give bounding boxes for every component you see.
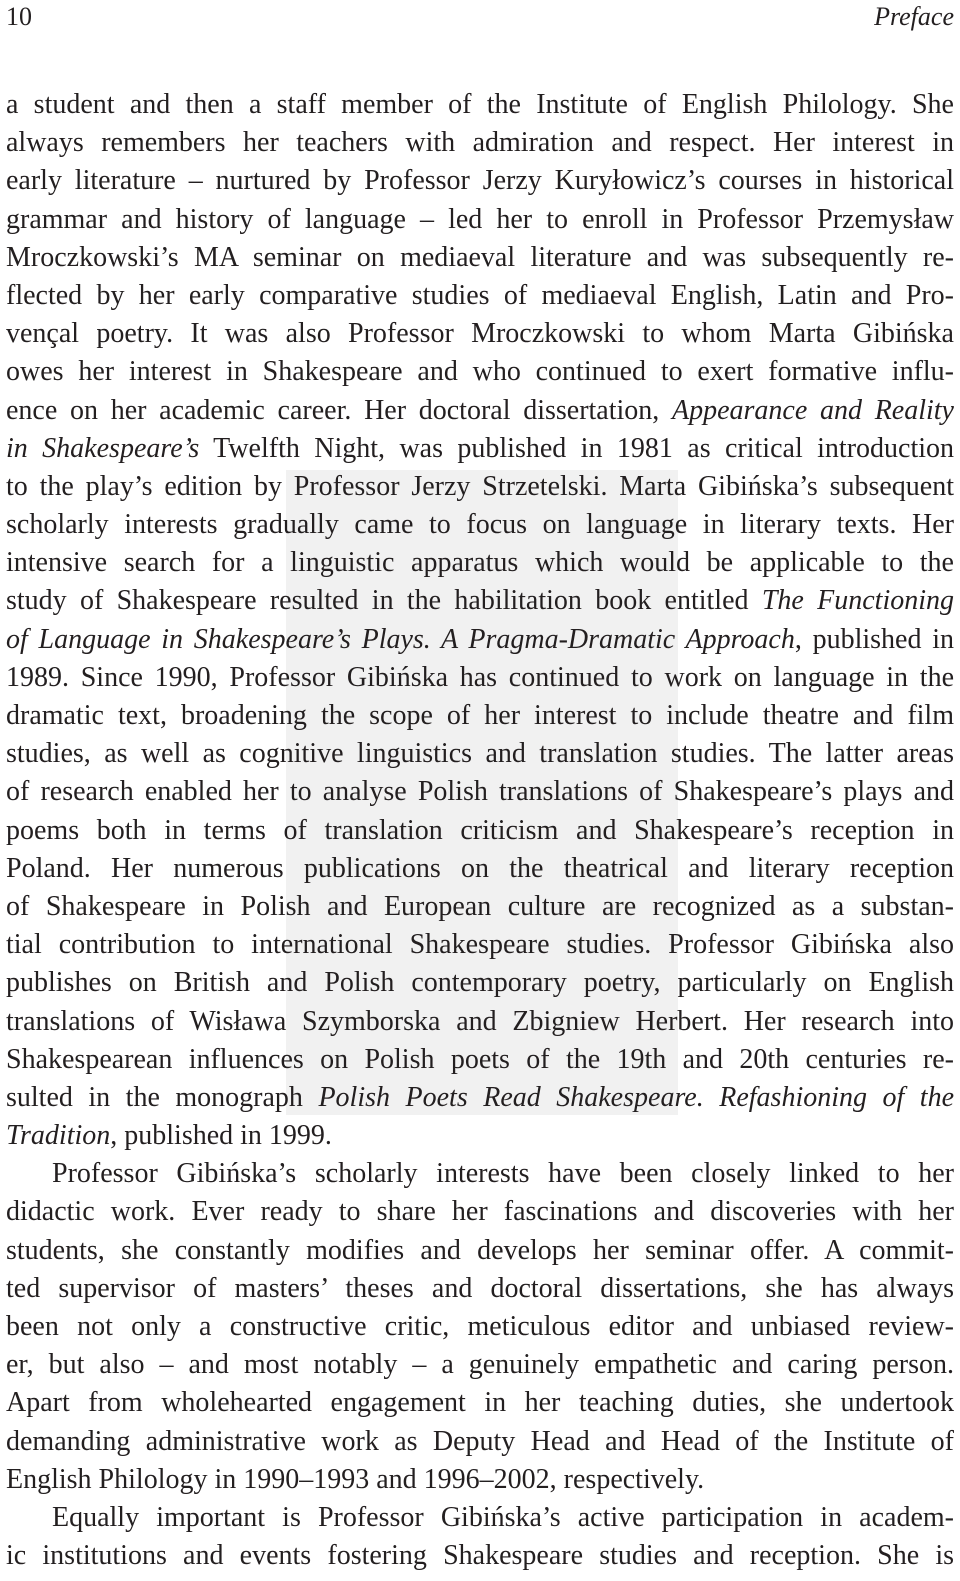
text-line: vençal poetry. It was also Professor Mroczkowski to whom Marta Gibińska <box>6 318 954 350</box>
text-line: English Philology in 1990–1993 and 1996–2002, respectively. <box>6 1463 705 1495</box>
page-number: 10 <box>6 2 32 31</box>
text-line: flected by her early comparative studies of mediaeval English, Latin and Pro- <box>6 279 954 311</box>
text-line: translations of Wisława Szymborska and Zbigniew Herbert. Her research into <box>6 1005 954 1037</box>
text-line: been not only a constructive critic, meticulous editor and unbiased review- <box>6 1311 954 1342</box>
text-line: 1989. Since 1990, Professor Gibińska has continued to work on language in the <box>6 661 954 693</box>
text-line: didactic work. Ever ready to share her fascinations and discoveries with her <box>6 1196 954 1228</box>
text-line: owes her interest in Shakespeare and who continued to exert formative influ- <box>6 356 954 388</box>
text-line: of Language in Shakespeare’s Plays. A Pragma-Dramatic Approach, published in <box>6 623 954 655</box>
text-line: demanding administrative work as Deputy Head and Head of the Institute of <box>6 1425 954 1457</box>
text-line: study of Shakespeare resulted in the habilitation book entitled The Functioning <box>6 585 954 617</box>
text-line: ence on her academic career. Her doctoral dissertation, Appearance and Reality <box>6 394 954 426</box>
monograph-title: Polish Poets Read Shakespeare. Refashioning of the <box>318 1081 954 1113</box>
running-head <box>6 0 954 36</box>
text-line: ted supervisor of masters’ theses and doctoral dissertations, she has always <box>6 1272 954 1304</box>
text-line: sulted in the monograph Polish Poets Read Shakespeare. Refashioning of the <box>6 1081 954 1113</box>
text-line: of research enabled her to analyse Polish translations of Shakespeare’s plays and <box>6 776 954 808</box>
dissertation-title-cont: in Shakespeare’s <box>6 432 200 464</box>
text-line: Poland. Her numerous publications on the theatrical and literary reception <box>6 852 954 884</box>
text-line: publishes on British and Polish contemporary poetry, particularly on English <box>6 967 954 999</box>
text-line: grammar and history of language – led her to enroll in Professor Przemysław <box>6 203 954 235</box>
text-line: ic institutions and events fostering Shakespeare studies and reception. She is <box>6 1540 954 1572</box>
text-line: early literature – nurtured by Professor Jerzy Kuryłowicz’s courses in historical <box>6 165 954 197</box>
text-line: a student and then a staff member of the Institute of English Philology. She <box>6 89 954 120</box>
text-line: in Shakespeare’s Twelfth Night, was published in 1981 as critical introduction <box>6 432 954 464</box>
text-line: Mroczkowski’s MA seminar on mediaeval literature and was subsequently re- <box>6 241 954 273</box>
text-line: intensive search for a linguistic apparatus which would be applicable to the <box>6 547 954 579</box>
habilitation-title: The Functioning <box>761 585 954 617</box>
text-line: always remembers her teachers with admiration and respect. Her interest in <box>6 127 954 159</box>
paragraph-start: Professor Gibińska’s scholarly interests have been closely linked to her <box>52 1158 954 1190</box>
body-text <box>6 86 954 1575</box>
text-line: er, but also – and most notably – a genuinely empathetic and caring person. <box>6 1349 954 1381</box>
text-line: tial contribution to international Shakespeare studies. Professor Gibińska also <box>6 929 954 961</box>
text-line: Shakespearean influences on Polish poets of the 19th and 20th centuries re- <box>6 1043 954 1075</box>
text-line: Apart from wholehearted engagement in her teaching duties, she undertook <box>6 1387 954 1419</box>
text-line: scholarly interests gradually came to focus on language in literary texts. Her <box>6 509 954 541</box>
paragraph-start: Equally important is Professor Gibińska’s active participation in academ- <box>52 1501 954 1533</box>
monograph-title-cont: Tradition <box>6 1120 111 1152</box>
text-line: of Shakespeare in Polish and European culture are recognized as a substan- <box>6 890 954 922</box>
habilitation-title-cont: of Language in Shakespeare’s Plays. A Pragma-Dramatic Approach <box>6 623 795 655</box>
text-line: dramatic text, broadening the scope of her interest to include theatre and film <box>6 700 954 731</box>
text-line: studies, as well as cognitive linguistics and translation studies. The latter areas <box>6 738 954 770</box>
text-line: poems both in terms of translation criticism and Shakespeare’s reception in <box>6 814 954 846</box>
text-line: to the play’s edition by Professor Jerzy Strzetelski. Marta Gibińska’s subsequent <box>6 470 954 502</box>
text-line: students, she constantly modifies and develops her seminar offer. A commit- <box>6 1234 954 1266</box>
running-title: Preface <box>874 2 954 31</box>
dissertation-title: Appearance and Reality <box>672 394 954 426</box>
text-line: Tradition, published in 1999. <box>6 1120 332 1152</box>
